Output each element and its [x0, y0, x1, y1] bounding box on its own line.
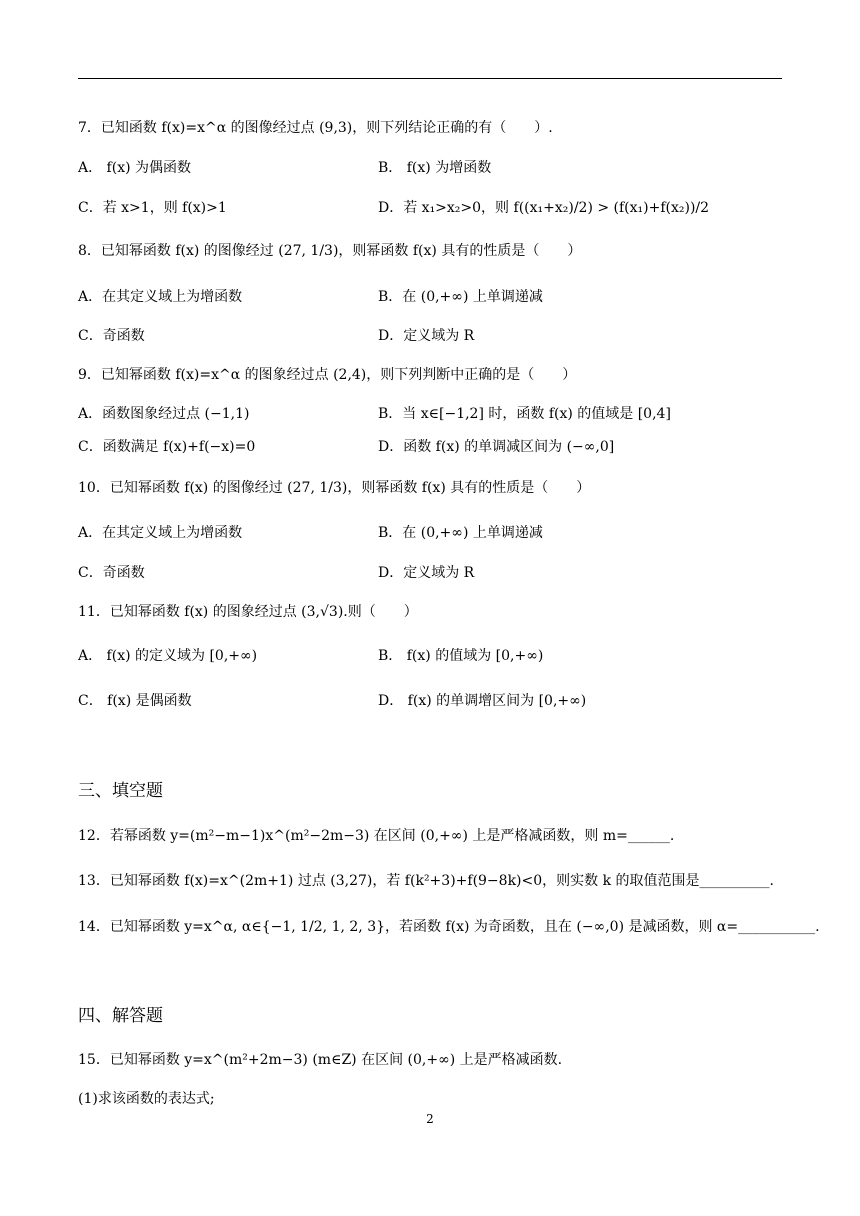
question-11-option-d: D． f(x) 的单调增区间为 [0,+∞) — [378, 693, 587, 709]
question-14: 14．已知幂函数 y=x^α, α∈{−1, 1/2, 1, 2, 3}，若函数 f(x) 为奇函数，且在 (−∞,0) 是减函数，则 α=___________. — [78, 919, 820, 935]
question-7-option-c: C．若 x>1，则 f(x)>1 — [78, 200, 227, 216]
question-10-option-d: D．定义域为 R — [378, 565, 475, 581]
question-8-option-b: B．在 (0,+∞) 上单调递减 — [378, 289, 543, 305]
question-11-option-b: B． f(x) 的值域为 [0,+∞) — [378, 648, 544, 664]
question-11-option-c: C． f(x) 是偶函数 — [78, 693, 192, 709]
question-13: 13．已知幂函数 f(x)=x^(2m+1) 过点 (3,27)，若 f(k²+3)+f(9−8k)<0，则实数 k 的取值范围是__________. — [78, 873, 774, 889]
question-8-option-c: C．奇函数 — [78, 328, 145, 344]
question-7-option-a: A． f(x) 为偶函数 — [78, 160, 192, 176]
question-7-option-b: B． f(x) 为增函数 — [378, 160, 492, 176]
question-8-stem: 8．已知幂函数 f(x) 的图像经过 (27, 1/3)，则幂函数 f(x) 具有的性质是（ ） — [78, 243, 582, 259]
section-4-title: 四、解答题 — [78, 1006, 163, 1026]
question-15: 15．已知幂函数 y=x^(m²+2m−3) (m∈Z) 在区间 (0,+∞) 上是严格减函数. — [78, 1052, 563, 1068]
question-10-option-a: A．在其定义域上为增函数 — [78, 525, 243, 541]
question-9-option-a: A．函数图象经过点 (−1,1) — [78, 406, 250, 422]
question-8-option-a: A．在其定义域上为增函数 — [78, 289, 243, 305]
question-10-stem: 10．已知幂函数 f(x) 的图像经过 (27, 1/3)，则幂函数 f(x) 具有的性质是（ ） — [78, 480, 591, 496]
question-11-stem: 11．已知幂函数 f(x) 的图象经过点 (3,√3).则（ ） — [78, 604, 418, 620]
question-15-part-1: (1)求该函数的表达式; — [78, 1091, 215, 1107]
question-10-option-b: B．在 (0,+∞) 上单调递减 — [378, 525, 543, 541]
question-12: 12．若幂函数 y=(m²−m−1)x^(m²−2m−3) 在区间 (0,+∞) 上是严格减函数，则 m=______. — [78, 828, 675, 844]
section-3-title: 三、填空题 — [78, 781, 163, 801]
question-8-option-d: D．定义域为 R — [378, 328, 475, 344]
question-9-stem: 9．已知幂函数 f(x)=x^α 的图象经过点 (2,4)，则下列判断中正确的是（ ） — [78, 367, 577, 383]
question-7-option-d: D．若 x₁>x₂>0，则 f((x₁+x₂)/2) > (f(x₁)+f(x₂))/2 — [378, 200, 710, 216]
question-10-option-c: C．奇函数 — [78, 565, 145, 581]
question-9-option-c: C．函数满足 f(x)+f(−x)=0 — [78, 439, 256, 455]
question-11-option-a: A． f(x) 的定义域为 [0,+∞) — [78, 648, 258, 664]
header-rule — [78, 78, 782, 79]
question-9-option-d: D．函数 f(x) 的单调减区间为 (−∞,0] — [378, 439, 615, 455]
page-number: 2 — [426, 1112, 434, 1126]
question-9-option-b: B．当 x∈[−1,2] 时，函数 f(x) 的值域是 [0,4] — [378, 406, 671, 422]
question-7-stem: 7．已知函数 f(x)=x^α 的图像经过点 (9,3)，则下列结论正确的有（ ）. — [78, 120, 553, 136]
